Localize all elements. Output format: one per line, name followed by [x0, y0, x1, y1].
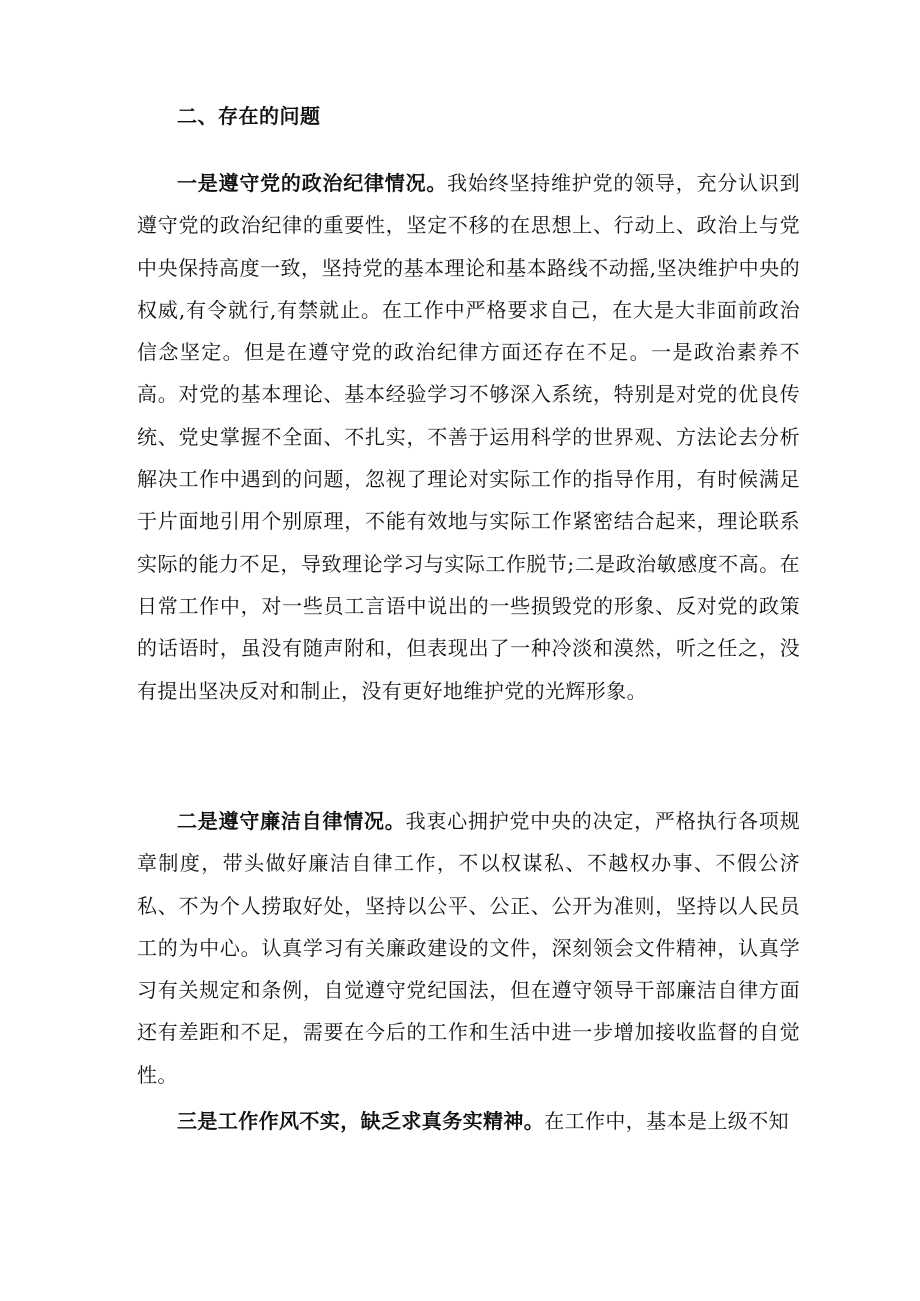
section-heading: 二、存在的问题: [177, 104, 321, 128]
paragraph-lead: 二是遵守廉洁自律情况。: [177, 809, 406, 833]
paragraph-integrity-self-discipline: [137, 800, 800, 1096]
paragraph-lead: 三是工作作风不实，缺乏求真务实精神。: [177, 1109, 545, 1133]
paragraph-lead: 一是遵守党的政治纪律情况。: [177, 171, 448, 195]
paragraph-political-discipline: [137, 162, 800, 712]
paragraph-work-style: [137, 1100, 800, 1142]
paragraph-body: 我衷心拥护党中央的决定，严格执行各项规章制度，带头做好廉洁自律工作，不以权谋私、不越权办事、不假公济私、不为个人捞取好处，坚持以公平、公正、公开为准则，坚持以人民员工的为中心。认真学习有关廉政建设的文件，深刻领会文件精神，认真学习有关规定和条例，自觉遵守党纪国法，但在遵守领导干部廉洁自律方面还有差距和不足，需要在今后的工作和生活中进一步增加接收监督的自觉性。: [137, 809, 800, 1087]
paragraph-body: 我始终坚持维护党的领导，充分认识到遵守党的政治纪律的重要性，坚定不移的在思想上、行动上、政治上与党中央保持高度一致，坚持党的基本理论和基本路线不动摇,坚决维护中央的权威,有令就行,有禁就止。在工作中严格要求自己，在大是大非面前政治信念坚定。但是在遵守党的政治纪律方面还存在不足。一是政治素养不高。对党的基本理论、基本经验学习不够深入系统，特别是对党的优良传统、党史掌握不全面、不扎实，不善于运用科学的世界观、方法论去分析解决工作中遇到的问题，忽视了理论对实际工作的指导作用，有时候满足于片面地引用个别原理，不能有效地与实际工作紧密结合起来，理论联系实际的能力不足，导致理论学习与实际工作脱节;二是政治敏感度不高。在日常工作中，对一些员工言语中说出的一些损毁党的形象、反对党的政策的话语时，虽没有随声附和，但表现出了一种冷淡和漠然，听之任之，没有提出坚决反对和制止，没有更好地维护党的光辉形象。: [137, 171, 800, 703]
paragraph-body: 在工作中，基本是上级不知: [544, 1109, 790, 1133]
